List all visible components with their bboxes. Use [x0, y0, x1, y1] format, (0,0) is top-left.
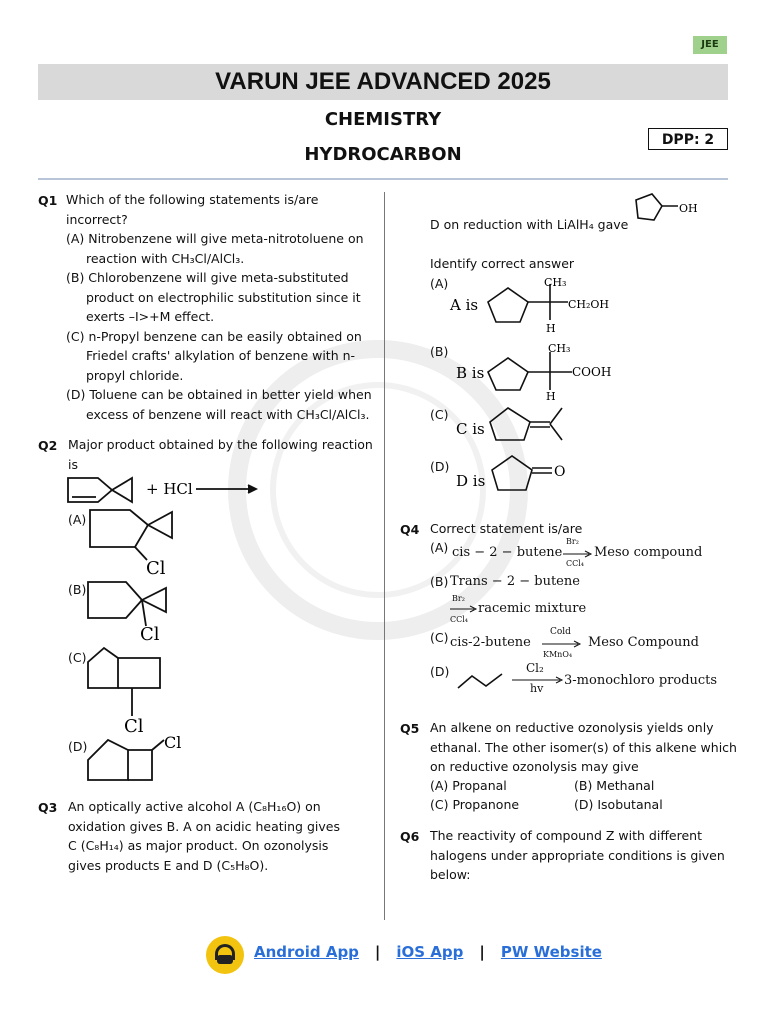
q4-d-arrow	[512, 676, 566, 684]
svg-text:CH₂OH: CH₂OH	[568, 298, 610, 311]
q1-option-a: (A) Nitrobenzene will give meta-nitrotoluene on reaction with CH₃Cl/AlCl₃.	[66, 231, 364, 266]
svg-text:D is: D is	[456, 472, 486, 490]
q4-c-product: Meso Compound	[588, 635, 699, 650]
q4-d-bot: hv	[530, 682, 544, 695]
header-divider	[38, 178, 728, 180]
q3-stem: An optically active alcohol A (C₈H₁₆O) on oxidation gives B. A on acidic heating gives C (C₈H₁₄) as major product. On ozonolysis gives products E and D (C₅H₈O).	[68, 799, 340, 873]
page-title: VARUN JEE ADVANCED 2025	[38, 64, 728, 100]
q2-number: Q2	[38, 438, 58, 453]
svg-text:C is: C is	[456, 420, 485, 438]
q4-c-arrow	[542, 640, 582, 648]
q4-c-reactant: cis-2-butene	[450, 635, 531, 650]
q2-b-cl: Cl	[140, 624, 160, 645]
q6-stem: The reactivity of compound Z with different halogens under appropriate conditions is given below:	[430, 828, 725, 882]
q4-c-bot: KMnO₄	[543, 650, 573, 659]
q4-label-c: (C)	[430, 630, 449, 645]
q1-number: Q1	[38, 193, 58, 208]
q2-structures	[60, 470, 380, 790]
topic-heading: HYDROCARBON	[304, 144, 462, 165]
q2-d-cl: Cl	[164, 733, 182, 752]
q3-label-d: (D)	[430, 459, 450, 474]
q2-a-cl: Cl	[146, 558, 166, 579]
q5-stem: An alkene on reductive ozonolysis yields only ethanal. The other isomer(s) of this alkene which on reductive ozonolysis may give	[430, 720, 737, 774]
footer-separator: |	[374, 943, 381, 961]
ios-app-link[interactable]: iOS App	[396, 943, 464, 961]
q4-a-reactant: cis − 2 − butene	[452, 545, 563, 560]
jee-badge: JEE	[693, 36, 727, 54]
q2-option-c-structure	[88, 648, 160, 716]
q2-label-a: (A)	[68, 512, 87, 527]
q4-d-product: 3-monochloro products	[564, 673, 718, 688]
subject-heading: CHEMISTRY	[324, 109, 442, 130]
column-divider	[384, 192, 385, 920]
q5-option-c: (C) Propanone	[430, 797, 520, 812]
svg-text:CH₃: CH₃	[544, 276, 567, 289]
q4-label-d: (D)	[430, 664, 450, 679]
android-app-link[interactable]: Android App	[254, 943, 359, 961]
svg-text:B is: B is	[456, 364, 485, 382]
q2-option-b-structure	[88, 582, 166, 626]
q1-option-b: (B) Chlorobenzene will give meta-substituted product on electrophilic substitution since it exerts –I>+M effect.	[66, 270, 361, 324]
footer-separator: |	[479, 943, 485, 961]
q3-structures	[448, 272, 648, 512]
q4-c-top: Cold	[550, 627, 571, 637]
q1-option-c: (C) n-Propyl benzene can be easily obtained on Friedel crafts' alkylation of benzene with n- propyl chloride.	[66, 328, 362, 383]
svg-text:A is: A is	[450, 296, 479, 314]
q4-d-butane	[456, 670, 512, 692]
q2-label-d: (D)	[68, 739, 88, 754]
q4-b-bot: CCl₄	[450, 615, 469, 624]
svg-text:COOH: COOH	[572, 365, 612, 379]
q5-option-b: (B) Methanal	[574, 778, 655, 793]
q4-a-top: Br₂	[566, 537, 579, 546]
q3-identify: Identify correct answer	[430, 256, 575, 271]
q4-stem: Correct statement is/are	[430, 521, 583, 536]
q1-stem: Which of the following statements is/are incorrect?	[66, 192, 319, 227]
q3-continued: D on reduction with LiAlH₄ gave	[430, 217, 629, 232]
q1-options	[66, 229, 372, 424]
pw-website-link[interactable]: PW Website	[500, 943, 602, 961]
q2-c-cl: Cl	[124, 716, 144, 737]
q4-a-bot: CCl₄	[566, 559, 585, 568]
q2-label-c: (C)	[68, 650, 87, 665]
svg-text:OH: OH	[679, 202, 698, 215]
q3-number: Q3	[38, 800, 58, 815]
q2-option-a-structure	[90, 510, 172, 560]
q2-label-b: (B)	[68, 582, 87, 597]
q4-a-product: Meso compound	[594, 545, 703, 560]
q4-b-top: Br₂	[452, 594, 465, 603]
q3-label-a: (A)	[430, 276, 449, 291]
svg-text:O: O	[554, 464, 566, 480]
q5-option-d: (D) Isobutanal	[574, 797, 663, 812]
q3-label-c: (C)	[430, 407, 449, 422]
q3-label-b: (B)	[430, 344, 449, 359]
svg-text:CH₃: CH₃	[548, 342, 571, 355]
q4-a-arrow	[563, 550, 593, 558]
customer-service-icon[interactable]	[206, 936, 244, 974]
q4-number: Q4	[400, 522, 420, 537]
q1-option-d: (D) Toluene can be obtained in better yield when excess of benzene will react with CH₃Cl/AlCl₃.	[66, 387, 372, 422]
q4-label-b: (B)	[430, 574, 449, 589]
q4-b-product: racemic mixture	[478, 601, 587, 616]
q4-b-reactant: Trans − 2 − butene	[450, 574, 580, 589]
q2-reagent: + HCl	[146, 480, 193, 498]
cyclopentanol-structure	[626, 190, 706, 230]
q2-stem: Major product obtained by the following reaction is	[68, 437, 373, 472]
footer-links	[254, 943, 602, 961]
q5-option-a: (A) Propanal	[430, 778, 507, 793]
q4-b-arrow	[450, 605, 480, 613]
dpp-box: DPP: 2	[648, 128, 728, 150]
q4-label-a: (A)	[430, 540, 449, 555]
q6-number: Q6	[400, 829, 420, 844]
svg-text:H: H	[546, 322, 556, 335]
svg-text:H: H	[546, 390, 556, 403]
q5-number: Q5	[400, 721, 420, 736]
q2-reactant	[68, 478, 132, 502]
q4-d-top: Cl₂	[526, 661, 544, 675]
q2-option-d-structure	[88, 740, 164, 780]
